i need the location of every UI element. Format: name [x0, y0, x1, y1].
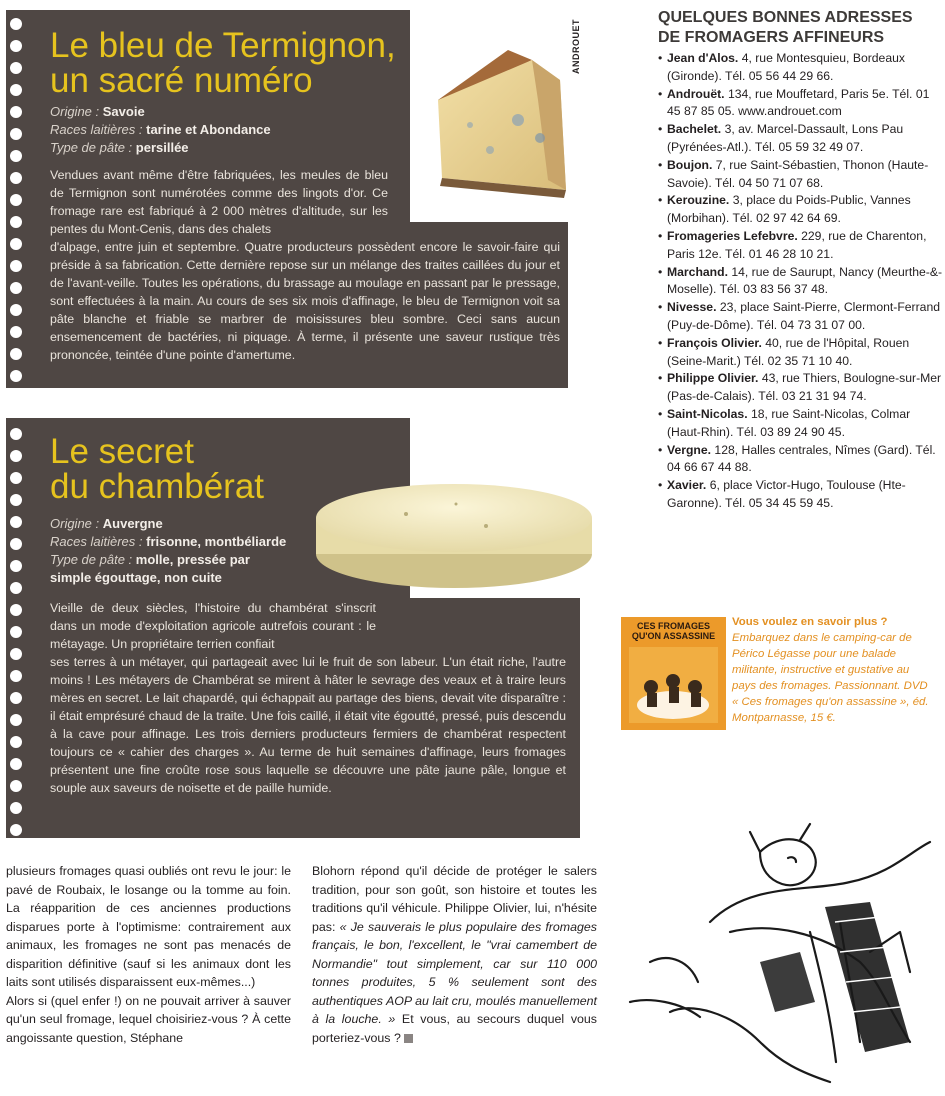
- addresses-title-line1: QUELQUES BONNES ADRESSES: [658, 9, 913, 26]
- chamberat-title-line2: du chambérat: [50, 467, 265, 506]
- origin-value: Savoie: [102, 104, 145, 119]
- list-item: • Bachelet. 3, av. Marcel-Dassault, Lons Pau (Pyrénées-Atl.). Tél. 05 59 32 49 07.: [658, 121, 943, 157]
- chamberat-breeds: [50, 533, 286, 551]
- addresses-title: [658, 8, 938, 48]
- breeds-label: Races laitières :: [50, 122, 143, 137]
- list-item: • Boujon. 7, rue Saint-Sébastien, Thonon (Haute-Savoie). Tél. 04 50 71 07 68.: [658, 157, 943, 193]
- addresses-title-line2: DE FROMAGERS AFFINEURS: [658, 29, 885, 46]
- dvd-blurb: [732, 614, 932, 726]
- chamberat-title: [50, 434, 264, 504]
- termignon-title: [50, 28, 396, 98]
- binder-holes-2: [10, 428, 24, 838]
- bottom-column-right: [312, 862, 597, 1047]
- col2-end: Et vous, au secours duquel vous porteriez-vous ?: [312, 1012, 597, 1045]
- address-list: [658, 50, 943, 513]
- dvd-description: Embarquez dans le camping-car de Périco Légasse pour une balade militante, instructive et gustative au pays des fromages. Passionnant. DVD « Ces fromages qu'on assassine », éd. Montparnasse, 15 €.: [732, 632, 929, 724]
- breeds-value: frisonne, montbéliarde: [146, 534, 287, 549]
- origin-label: Origine :: [50, 104, 100, 119]
- breeds-value: tarine et Abondance: [146, 122, 271, 137]
- list-item: • Xavier. 6, place Victor-Hugo, Toulouse (Hte-Garonne). Tél. 05 34 45 59 45.: [658, 477, 943, 513]
- termignon-paste: [50, 139, 189, 157]
- paste-value-cont: simple égouttage, non cuite: [50, 570, 222, 585]
- col1-paragraph1: plusieurs fromages quasi oubliés ont revu le jour: le pavé de Roubaix, le losange ou la tomme au foin. La réapparition de ces anciennes productions disparues porte à l'optimisme: contrairement aux animaux, les fromages ne sont pas menacés de disparition définitive (sauf si les animaux dont les laits sont utilisés disparaissent eux-mêmes...): [6, 864, 291, 989]
- col2-start: Blohorn répond qu'il décide de protéger le salers tradition, pour son goût, son histoire et toutes les traditions qu'il véhicule. Philippe Olivier, lui, n'hésite pas:: [312, 864, 597, 934]
- dvd-question: Vous voulez en savoir plus ?: [732, 616, 888, 628]
- termignon-text-top: [50, 166, 388, 238]
- col1-paragraph2: Alors si (quel enfer !) on ne pouvait arriver à sauver qu'un seul fromage, lequel choisiriez-vous ? À cette angoissante question, Stéphane: [6, 993, 291, 1045]
- chamberat-paste-cont: [50, 569, 222, 587]
- chamberat-title-line1: Le secret: [50, 432, 194, 471]
- termignon-title-line1: Le bleu de Termignon,: [50, 26, 396, 65]
- paste-label: Type de pâte :: [50, 552, 133, 567]
- list-item: • Fromageries Lefebvre. 229, rue de Charenton, Paris 12e. Tél. 01 46 28 10 21.: [658, 228, 943, 264]
- chamberat-text-top: [50, 599, 376, 653]
- origin-label: Origine :: [50, 516, 100, 531]
- bottom-column-left: [6, 862, 291, 1047]
- chamberat-text-bottom: [50, 653, 566, 797]
- dvd-cover-art: [621, 617, 726, 730]
- paste-label: Type de pâte :: [50, 140, 133, 155]
- termignon-cheese-image: [430, 40, 570, 200]
- paste-value: persillée: [135, 140, 189, 155]
- termignon-breeds: [50, 121, 271, 139]
- breeds-label: Races laitières :: [50, 534, 143, 549]
- origin-value: Auvergne: [102, 516, 163, 531]
- chamberat-paste: [50, 551, 250, 569]
- list-item: • François Olivier. 40, rue de l'Hôpital, Rouen (Seine-Marit.) Tél. 02 35 71 10 40.: [658, 335, 943, 371]
- termignon-origin: [50, 103, 145, 121]
- list-item: • Androuët. 134, rue Mouffetard, Paris 5e. Tél. 01 45 87 85 05. www.androuet.com: [658, 86, 943, 122]
- termignon-text-part1: Vendues avant même d'être fabriquées, les meules de bleu de Termignon sont numérotées comme des lingots d'or. Ce fromage rare est fabriqué à 2 000 mètres d'altitude, sur les pentes du Mont-Cenis, dans des chalets: [50, 168, 388, 236]
- list-item: • Marchand. 14, rue de Saurupt, Nancy (Meurthe-&-Moselle). Tél. 03 83 56 37 48.: [658, 264, 943, 300]
- end-of-article-mark: [404, 1034, 413, 1043]
- termignon-text-part2: d'alpage, entre juin et septembre. Quatre producteurs possèdent encore le savoir-faire qui préside à sa fabrication. Cette dernière repose sur un mélange des traites caillées du jour et de l'avant-veille. Toutes les opérations, du brassage au moulage en passant par le pressage, sont effectuées à la main. Au cours de ses six mois d'affinage, le bleu de Termignon voit sa pâte blanche et friable se marbrer de moisissures bleu sombre. Ceci sans aucun ensemencement de bactéries, ni piquage. À terme, il présente une saveur rustique très prononcée, teintée d'une pointe d'amertume.: [50, 240, 560, 362]
- list-item: • Philippe Olivier. 43, rue Thiers, Boulogne-sur-Mer (Pas-de-Calais). Tél. 03 21 31 94 74.: [658, 370, 943, 406]
- list-item: • Jean d'Alos. 4, rue Montesquieu, Bordeaux (Gironde). Tél. 05 56 44 29 66.: [658, 50, 943, 86]
- list-item: • Nivesse. 23, place Saint-Pierre, Clermont-Ferrand (Puy-de-Dôme). Tél. 04 73 31 07 00.: [658, 299, 943, 335]
- dvd-cover-image: [621, 617, 726, 730]
- col2-paragraph: [312, 862, 597, 1047]
- paste-value: molle, pressée par: [135, 552, 250, 567]
- chamberat-cheese-image: [306, 474, 602, 594]
- photo-credit: ANDROUET: [571, 19, 581, 74]
- sketch-illustration: [610, 812, 945, 1096]
- chamberat-text-part1: Vieille de deux siècles, l'histoire du chambérat s'inscrit dans un mode d'exploitation agricole autrefois courant : le métayage. Un propriétaire terrien confiait: [50, 601, 376, 651]
- chamberat-origin: [50, 515, 163, 533]
- chamberat-text-part2: ses terres à un métayer, qui partageait avec lui le fruit de son labeur. L'un était riche, l'autre moins ! Les métayers de Chambérat se mirent à hâter le sevrage des veaux et à traire leurs mères en secret. Le lait chapardé, qui échappait au partage des biens, devait vite disparaître : il était emprésuré chaud de la traite. Une fois caillé, il était vite égoutté, pressé, puis descendu à la cave pour affinage. Les trois derniers producteurs fermiers de chambérat respectent toujours ce « cahier des charges ». Au terme de huit semaines d'affinage, leurs fromages présentent une fine croûte rose sous laquelle se découvre une pâte jaune pâle, longue et souple aux saveurs de noisette et de paille humide.: [50, 655, 566, 795]
- binder-holes: [10, 18, 24, 388]
- col2-quote: « Je sauverais le plus populaire des fromages français, le bon, l'excellent, le "vrai camembert de Normandie" tout simplement, car sur 110 000 tonnes produites, 5 % seulement sont des authentiques AOP au lait cru, moulés manuellement à la louche. »: [312, 919, 597, 1026]
- list-item: • Vergne. 128, Halles centrales, Nîmes (Gard). Tél. 04 66 67 44 88.: [658, 442, 943, 478]
- dvd-cover-title-line1: CES FROMAGES: [636, 621, 710, 631]
- list-item: • Saint-Nicolas. 18, rue Saint-Nicolas, Colmar (Haut-Rhin). Tél. 03 89 24 90 45.: [658, 406, 943, 442]
- termignon-title-line2: un sacré numéro: [50, 61, 313, 100]
- termignon-text-bottom: [50, 238, 560, 364]
- list-item: • Kerouzine. 3, place du Poids-Public, Vannes (Morbihan). Tél. 02 97 42 64 69.: [658, 192, 943, 228]
- dvd-cover-title-line2: QU'ON ASSASSINE: [631, 631, 716, 641]
